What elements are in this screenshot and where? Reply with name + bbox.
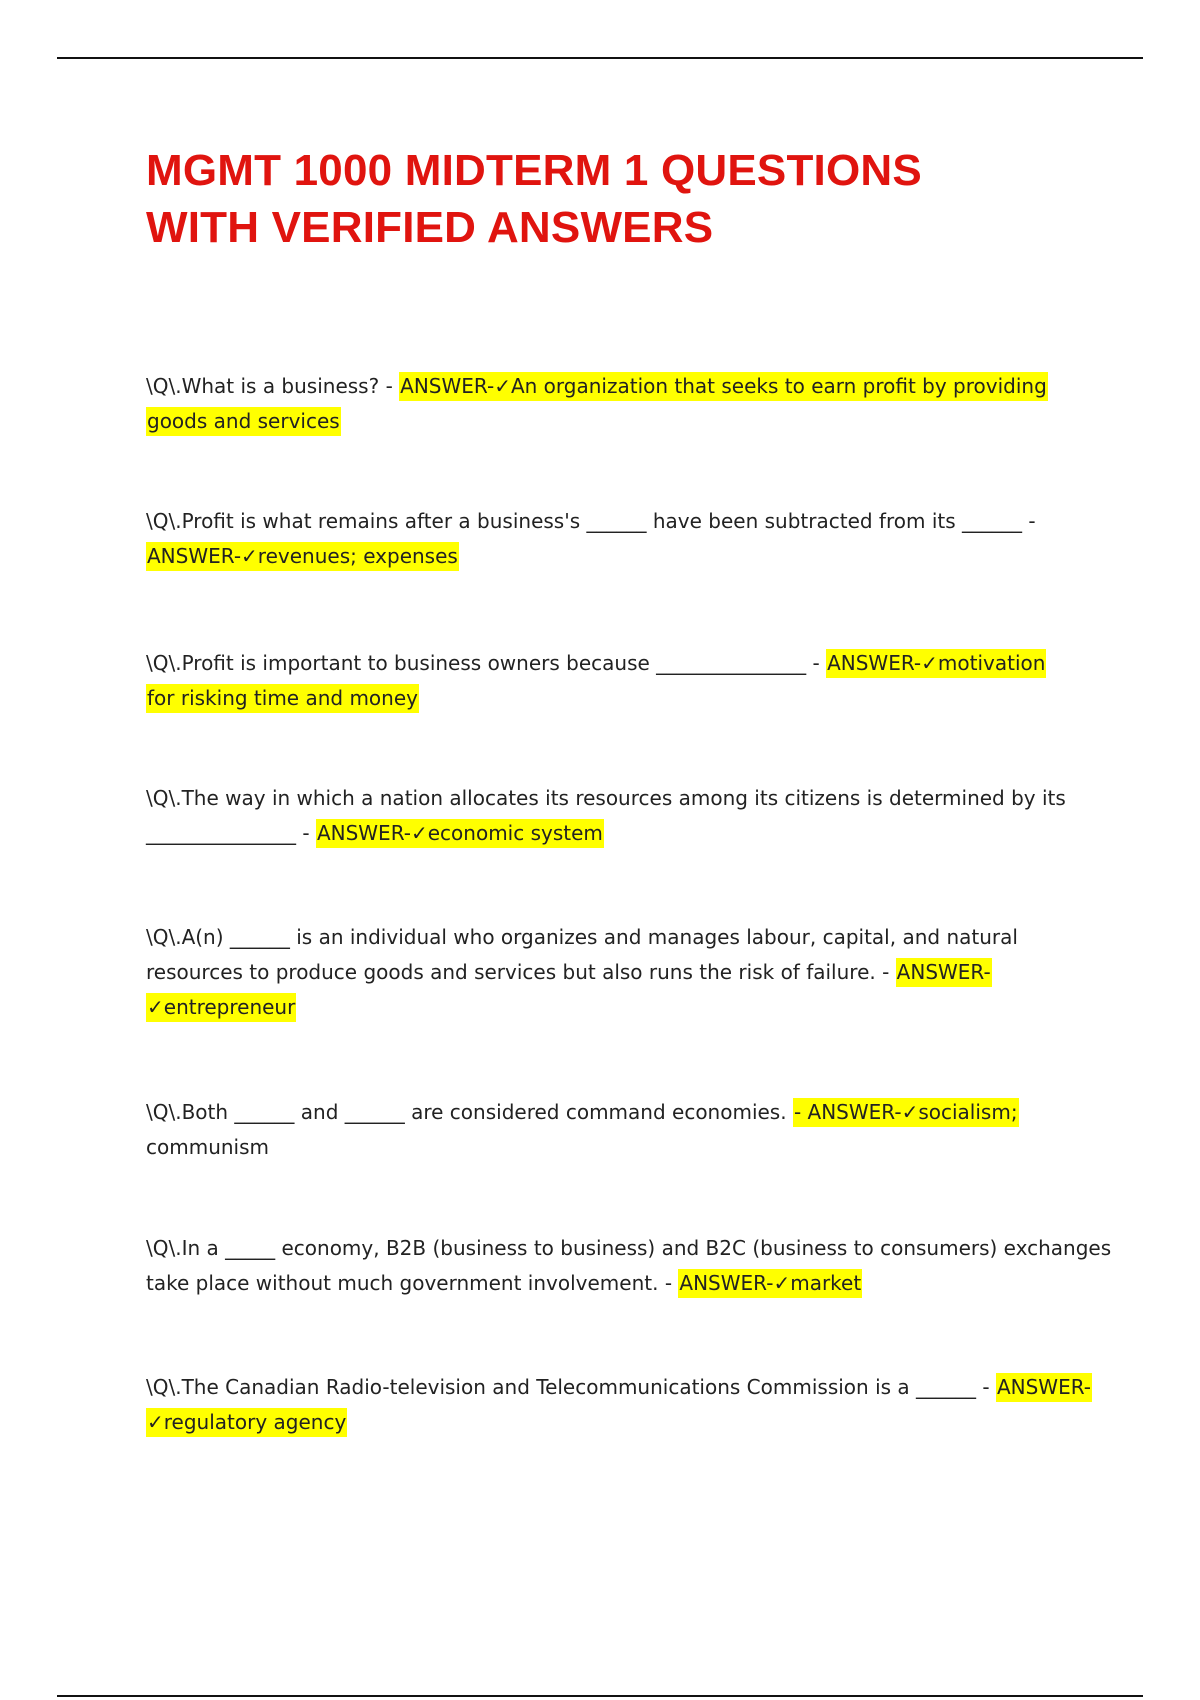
- title-line-1: MGMT 1000 MIDTERM 1 QUESTIONS: [146, 146, 922, 195]
- answer-highlight: ANSWER-✓economic system: [316, 819, 604, 848]
- qa-item-8: [146, 1370, 1106, 1440]
- qa-item-3: [146, 646, 1106, 716]
- qa-item-2: [146, 504, 1106, 574]
- answer-highlight: for risking time and money: [146, 684, 419, 713]
- qa-item-4: [146, 781, 1106, 851]
- question-text: resources to produce goods and services but also runs the risk of failure. -: [146, 960, 896, 984]
- qa-item-1: [146, 369, 1106, 439]
- answer-highlight: ANSWER-✓An organization that seeks to earn profit by providing: [399, 372, 1048, 401]
- question-text: \Q\.In a _____ economy, B2B (business to business) and B2C (business to consumers) exchanges: [146, 1236, 1112, 1260]
- answer-highlight: goods and services: [146, 407, 341, 436]
- question-text: \Q\.A(n) ______ is an individual who organizes and manages labour, capital, and natural: [146, 925, 1018, 949]
- answer-highlight: ANSWER-✓revenues; expenses: [146, 542, 459, 571]
- question-text: \Q\.Profit is important to business owners because _______________ -: [146, 651, 827, 675]
- question-text: take place without much government involvement. -: [146, 1271, 679, 1295]
- question-text: \Q\.The Canadian Radio-television and Telecommunications Commission is a ______ -: [146, 1375, 996, 1399]
- answer-highlight: ✓regulatory agency: [146, 1408, 347, 1437]
- question-text: \Q\.The way in which a nation allocates its resources among its citizens is determined by its: [146, 786, 1066, 810]
- question-text: \Q\.Both ______ and ______ are considered command economies.: [146, 1100, 793, 1124]
- answer-highlight: ANSWER-✓market: [678, 1269, 862, 1298]
- answer-highlight: ANSWER-: [996, 1373, 1092, 1402]
- top-rule: [57, 57, 1143, 59]
- qa-item-7: [146, 1231, 1112, 1301]
- question-text: communism: [146, 1135, 270, 1159]
- document-title: [146, 142, 1046, 256]
- answer-highlight: ANSWER-✓motivation: [826, 649, 1046, 678]
- question-text: _______________ -: [146, 821, 316, 845]
- question-text: \Q\.What is a business? -: [146, 374, 400, 398]
- bottom-rule: [57, 1695, 1143, 1697]
- answer-highlight: ANSWER-: [896, 958, 992, 987]
- qa-item-6: [146, 1095, 1106, 1165]
- qa-item-5: [146, 920, 1106, 1025]
- answer-highlight: ✓entrepreneur: [146, 993, 296, 1022]
- title-line-2: WITH VERIFIED ANSWERS: [146, 203, 714, 252]
- answer-highlight: - ANSWER-✓socialism;: [793, 1098, 1019, 1127]
- question-text: \Q\.Profit is what remains after a business's ______ have been subtracted from its ______ -: [146, 509, 1036, 533]
